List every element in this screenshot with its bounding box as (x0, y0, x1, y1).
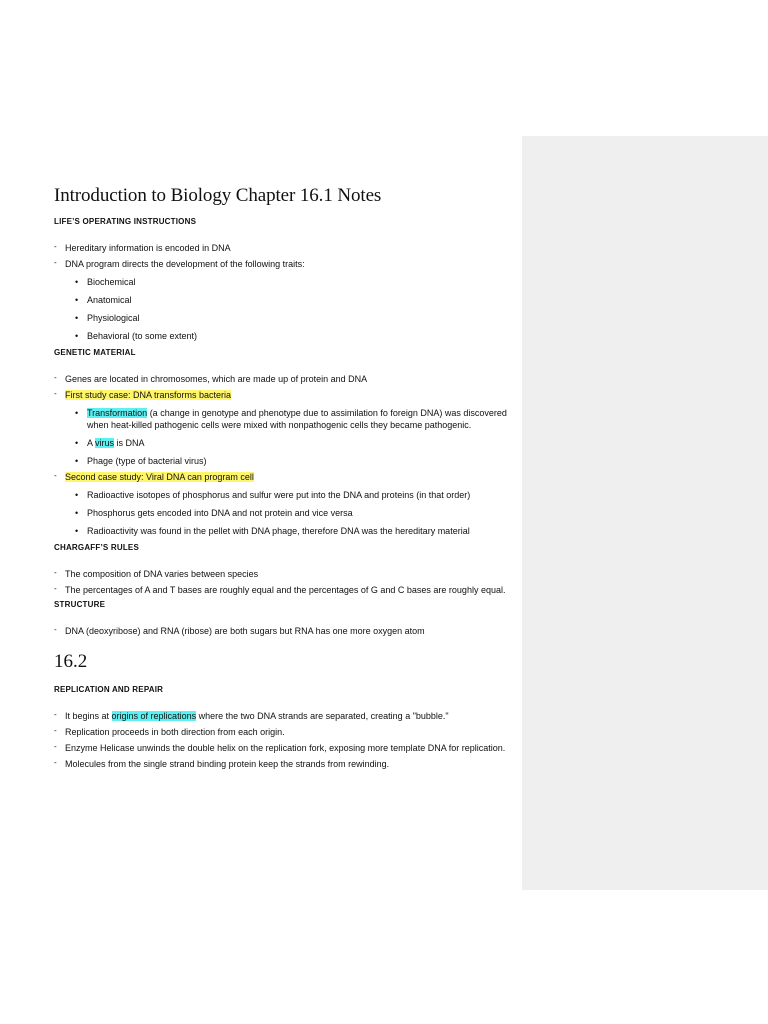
dash-marker: - (54, 373, 57, 382)
dash-marker: - (54, 742, 57, 751)
dash-marker: - (54, 758, 57, 767)
bullet-marker: • (75, 490, 79, 500)
page-title: Introduction to Biology Chapter 16.1 Notes (54, 185, 382, 206)
dash-marker: - (54, 242, 57, 251)
list-item (54, 373, 510, 385)
highlighted-term: Transformation (87, 408, 148, 418)
dash-marker: - (54, 389, 57, 398)
bullet-marker: • (75, 277, 79, 287)
life-list (54, 242, 510, 342)
dash-marker: - (54, 258, 57, 267)
list-item-text: The composition of DNA varies between species (65, 569, 259, 579)
list-item-text: Genes are located in chromosomes, which are made up of protein and DNA (65, 374, 368, 384)
list-item-text: (a change in genotype and phenotype due to assimilation fo foreign DNA) was discovered when heat-killed pathogenic cells were mixed with nonpathogenic cells they became pathogenic. (87, 408, 507, 430)
list-item (54, 726, 510, 738)
list-item-text: The percentages of A and T bases are roughly equal and the percentages of G and C bases are roughly equal. (65, 585, 506, 595)
list-item (54, 742, 510, 754)
section-heading-replication: REPLICATION AND REPAIR (54, 685, 164, 694)
list-item (65, 407, 510, 431)
list-item-text: Phosphorus gets encoded into DNA and not protein and vice versa (87, 508, 353, 518)
list-item (54, 389, 510, 467)
bullet-marker: • (75, 331, 79, 341)
list-item-text: Radioactivity was found in the pellet with DNA phage, therefore DNA was the hereditary material (87, 526, 470, 536)
bullet-marker: • (75, 313, 79, 323)
bullet-marker: • (75, 438, 79, 448)
highlighted-term: origins of replications (111, 711, 197, 721)
section-heading-life: LIFE’S OPERATING INSTRUCTIONS (54, 217, 197, 226)
bullet-marker: • (75, 295, 79, 305)
dash-marker: - (54, 625, 57, 634)
list-item-text: It begins at (65, 711, 112, 721)
highlighted-text: First study case: DNA transforms bacteria (65, 390, 232, 400)
dash-marker: - (54, 710, 57, 719)
structure-list (54, 625, 510, 637)
traits-list (65, 276, 510, 342)
list-item-text: Behavioral (to some extent) (87, 331, 198, 341)
bullet-marker: • (75, 508, 79, 518)
list-item (65, 455, 510, 467)
list-item-text: DNA (deoxyribose) and RNA (ribose) are both sugars but RNA has one more oxygen atom (65, 626, 425, 636)
list-item-text: Replication proceeds in both direction from each origin. (65, 727, 285, 737)
list-item (65, 312, 510, 324)
case2-list (65, 489, 510, 537)
dash-marker: - (54, 568, 57, 577)
dash-marker: - (54, 584, 57, 593)
list-item-text: DNA program directs the development of the following traits: (65, 259, 305, 269)
highlighted-term: virus (95, 438, 115, 448)
list-item (54, 758, 510, 770)
genetic-list (54, 373, 510, 537)
list-item (54, 258, 510, 342)
case1-list (65, 407, 510, 467)
bullet-marker: • (75, 456, 79, 466)
list-item (65, 294, 510, 306)
list-item-text: Phage (type of bacterial virus) (87, 456, 207, 466)
bullet-marker: • (75, 526, 79, 536)
list-item (65, 330, 510, 342)
list-item (65, 437, 510, 449)
list-item-text: Enzyme Helicase unwinds the double helix on the replication fork, exposing more template DNA for replication. (65, 743, 506, 753)
list-item-text: is DNA (114, 438, 145, 448)
section-title-16-2: 16.2 (54, 651, 88, 672)
list-item (65, 276, 510, 288)
list-item-text: Biochemical (87, 277, 136, 287)
document-body (54, 185, 510, 774)
list-item (54, 242, 510, 254)
section-heading-structure: STRUCTURE (54, 600, 106, 609)
dash-marker: - (54, 726, 57, 735)
list-item (65, 489, 510, 501)
section-heading-genetic: GENETIC MATERIAL (54, 348, 136, 357)
list-item-text: A (87, 438, 96, 448)
list-item-text: Molecules from the single strand binding protein keep the strands from rewinding. (65, 759, 390, 769)
comment-pane (522, 136, 768, 890)
list-item (54, 471, 510, 537)
section-heading-chargaff: CHARGAFF’S RULES (54, 543, 139, 552)
list-item (65, 525, 510, 537)
list-item (54, 625, 510, 637)
list-item (54, 584, 510, 596)
list-item (54, 568, 510, 580)
list-item (65, 507, 510, 519)
list-item (54, 710, 510, 722)
replication-list (54, 710, 510, 770)
list-item-text: Anatomical (87, 295, 132, 305)
chargaff-list (54, 568, 510, 596)
list-item-text: Radioactive isotopes of phosphorus and sulfur were put into the DNA and proteins (in that order) (87, 490, 471, 500)
highlighted-text: Second case study: Viral DNA can program cell (65, 472, 254, 482)
bullet-marker: • (75, 408, 79, 418)
list-item-text: where the two DNA strands are separated, creating a "bubble." (196, 711, 449, 721)
dash-marker: - (54, 471, 57, 480)
list-item-text: Physiological (87, 313, 140, 323)
list-item-text: Hereditary information is encoded in DNA (65, 243, 231, 253)
